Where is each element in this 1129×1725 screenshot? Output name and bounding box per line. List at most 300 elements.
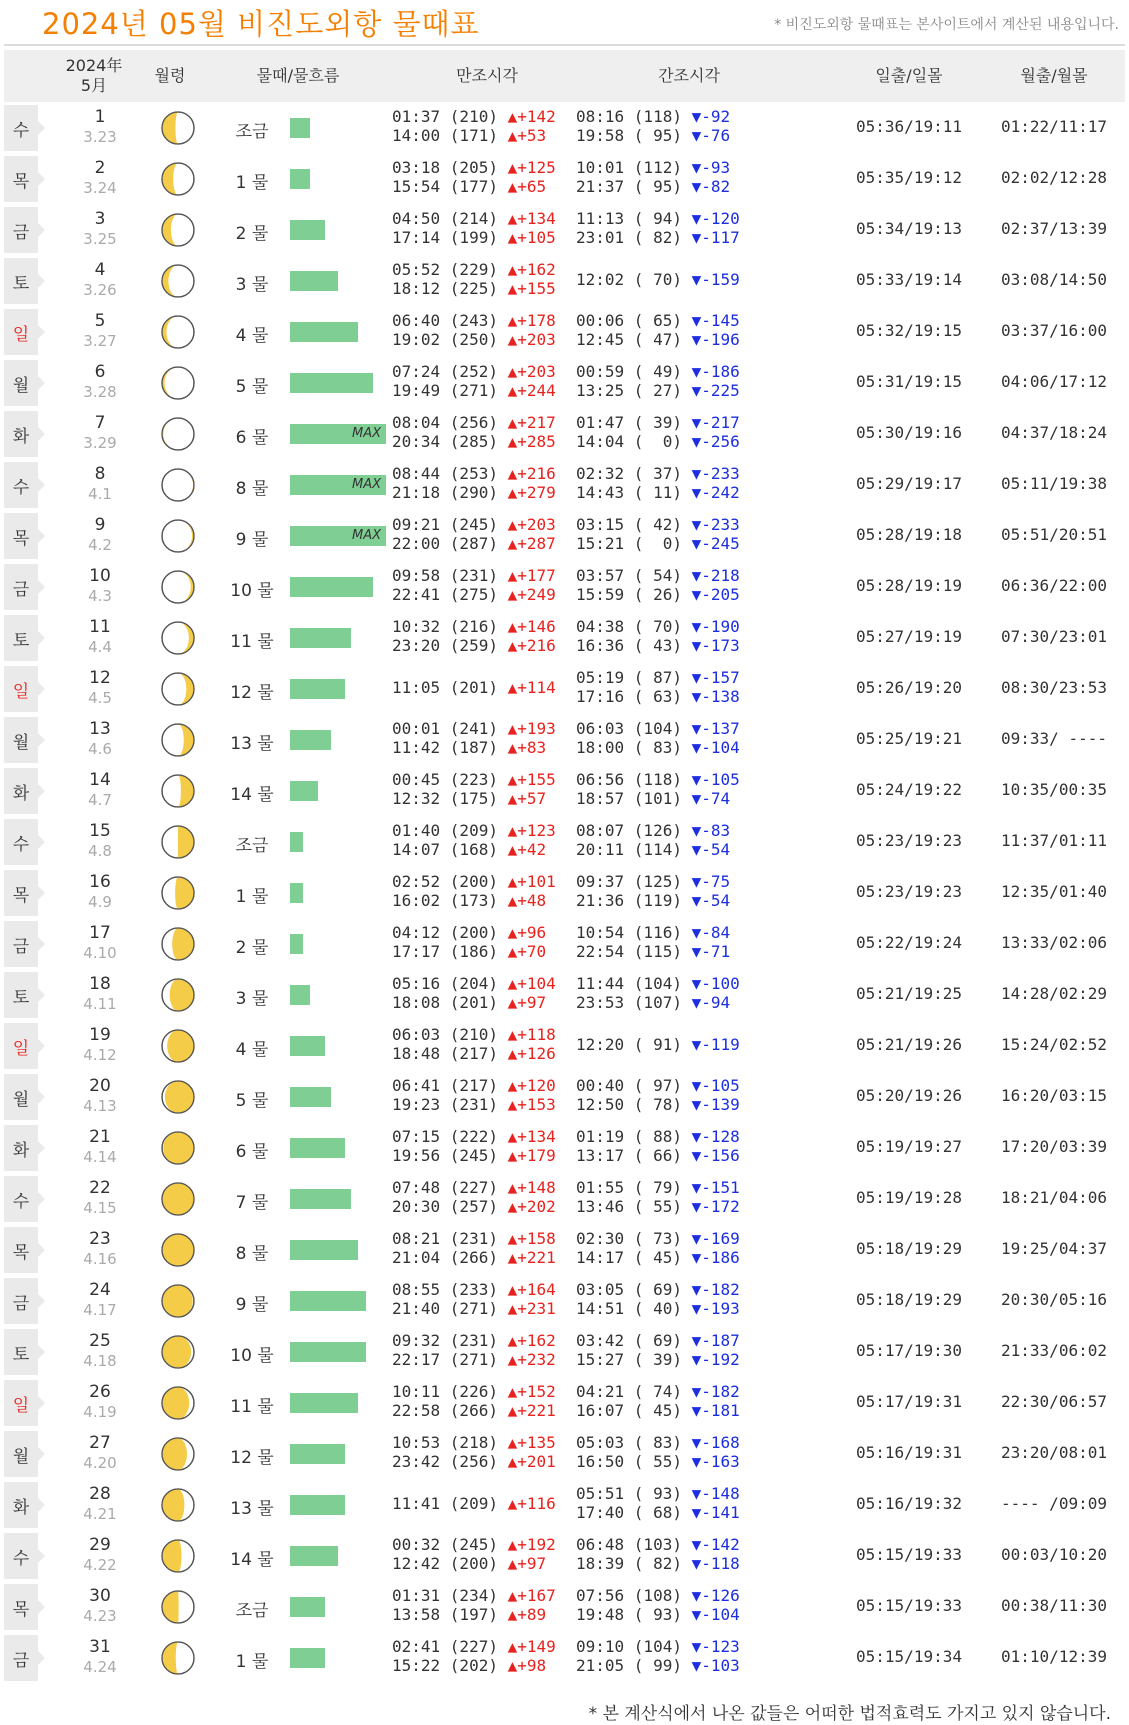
low-tide-time <box>576 158 730 178</box>
table-row <box>4 1020 1125 1071</box>
day-of-week: 금 <box>4 1635 38 1681</box>
high-tide-time <box>392 566 556 586</box>
high-tide-diff: +177 <box>517 566 556 585</box>
high-tide-value: 19:23 (231) <box>392 1095 498 1114</box>
lunar-date: 4.17 <box>83 1301 117 1319</box>
high-tide-value: 06:40 (243) <box>392 311 498 330</box>
low-tide-value: 18:39 ( 82) <box>576 1554 682 1573</box>
moonrise-moonset: 11:37/01:11 <box>1001 831 1107 850</box>
sunrise-sunset: 05:28/19:18 <box>856 525 962 544</box>
low-tide-value: 01:55 ( 79) <box>576 1178 682 1197</box>
moonrise-moonset: 19:25/04:37 <box>1001 1239 1107 1258</box>
solar-day: 20 <box>89 1076 111 1096</box>
sunrise-sunset: 05:35/19:12 <box>856 168 962 187</box>
high-tide-time <box>392 678 556 698</box>
high-tide-value: 11:41 (209) <box>392 1494 498 1513</box>
low-tide-diff: -84 <box>701 923 731 942</box>
low-tide-diff: -186 <box>701 362 740 381</box>
moonrise-moonset: 04:06/17:12 <box>1001 372 1107 391</box>
fall-arrow-icon: ▼ <box>691 158 702 177</box>
low-tide-value: 13:25 ( 27) <box>576 381 682 400</box>
low-tide-time <box>576 770 740 790</box>
tide-name: 14 물 <box>230 785 274 805</box>
table-row <box>4 408 1125 459</box>
high-tide-diff: +57 <box>517 789 547 808</box>
solar-day: 14 <box>89 770 111 790</box>
high-tide-diff: +89 <box>517 1605 547 1624</box>
low-tide-value: 00:06 ( 65) <box>576 311 682 330</box>
high-tide-diff: +101 <box>517 872 556 891</box>
moonrise-moonset: 22:30/06:57 <box>1001 1392 1107 1411</box>
header-divider <box>4 44 1125 46</box>
fall-arrow-icon: ▼ <box>691 330 702 349</box>
high-tide-time <box>392 311 556 331</box>
moonrise-moonset: 10:35/00:35 <box>1001 780 1107 799</box>
low-tide-time <box>576 1248 740 1268</box>
high-tide-value: 08:44 (253) <box>392 464 498 483</box>
high-tide-value: 12:32 (175) <box>392 789 498 808</box>
tide-name: 4 물 <box>235 326 269 346</box>
fall-arrow-icon: ▼ <box>691 483 702 502</box>
low-tide-value: 19:48 ( 93) <box>576 1605 682 1624</box>
moon-phase-icon <box>160 518 196 554</box>
high-tide-time <box>392 177 546 197</box>
fall-arrow-icon: ▼ <box>691 770 702 789</box>
day-of-week: 토 <box>4 1329 38 1375</box>
day-of-week: 일 <box>4 1380 38 1426</box>
rise-arrow-icon: ▲ <box>507 1350 518 1369</box>
day-of-week: 토 <box>4 615 38 661</box>
day-of-week: 수 <box>4 1176 38 1222</box>
rise-arrow-icon: ▲ <box>507 534 518 553</box>
moon-phase-icon <box>160 773 196 809</box>
table-row <box>4 357 1125 408</box>
rise-arrow-icon: ▲ <box>507 923 518 942</box>
low-tide-diff: -104 <box>701 738 740 757</box>
high-tide-value: 17:14 (199) <box>392 228 498 247</box>
low-tide-time <box>576 1433 740 1453</box>
high-tide-value: 03:18 (205) <box>392 158 498 177</box>
high-tide-diff: +114 <box>517 678 556 697</box>
low-tide-diff: -233 <box>701 464 740 483</box>
moon-phase-icon <box>160 263 196 299</box>
fall-arrow-icon: ▼ <box>691 1127 702 1146</box>
low-tide-diff: -172 <box>701 1197 740 1216</box>
tide-name: 13 물 <box>230 1499 274 1519</box>
high-tide-time <box>392 107 556 127</box>
tide-name: 8 물 <box>235 1244 269 1264</box>
moonrise-moonset: 09:33/ ---- <box>1001 729 1107 748</box>
low-tide-diff: -118 <box>701 1554 740 1573</box>
high-tide-time <box>392 432 556 452</box>
fall-arrow-icon: ▼ <box>691 821 702 840</box>
solar-day: 30 <box>89 1586 111 1606</box>
tide-strength-bar <box>290 577 373 597</box>
low-tide-diff: -156 <box>701 1146 740 1165</box>
high-tide-value: 10:53 (218) <box>392 1433 498 1452</box>
high-tide-time <box>392 1197 556 1217</box>
fall-arrow-icon: ▼ <box>691 1433 702 1452</box>
tide-name: 6 물 <box>235 1142 269 1162</box>
sunrise-sunset: 05:17/19:31 <box>856 1392 962 1411</box>
high-tide-value: 10:32 (216) <box>392 617 498 636</box>
low-tide-diff: -173 <box>701 636 740 655</box>
high-tide-diff: +249 <box>517 585 556 604</box>
lunar-date: 3.27 <box>83 332 117 350</box>
high-tide-diff: +120 <box>517 1076 556 1095</box>
fall-arrow-icon: ▼ <box>691 464 702 483</box>
high-tide-value: 07:24 (252) <box>392 362 498 381</box>
tide-table-body <box>4 102 1125 1683</box>
high-tide-time <box>392 719 556 739</box>
high-tide-value: 02:52 (200) <box>392 872 498 891</box>
day-of-week: 월 <box>4 1074 38 1120</box>
low-tide-value: 15:27 ( 39) <box>576 1350 682 1369</box>
rise-arrow-icon: ▲ <box>507 107 518 126</box>
sunrise-sunset: 05:21/19:25 <box>856 984 962 1003</box>
table-row <box>4 459 1125 510</box>
low-tide-diff: -205 <box>701 585 740 604</box>
sunrise-sunset: 05:21/19:26 <box>856 1035 962 1054</box>
high-tide-time <box>392 923 546 943</box>
tide-strength-bar <box>290 271 338 291</box>
low-tide-value: 22:54 (115) <box>576 942 682 961</box>
high-tide-time <box>392 770 556 790</box>
low-tide-value: 06:56 (118) <box>576 770 682 789</box>
low-tide-diff: -92 <box>701 107 731 126</box>
high-tide-diff: +158 <box>517 1229 556 1248</box>
low-tide-value: 11:44 (104) <box>576 974 682 993</box>
high-tide-time <box>392 362 556 382</box>
tide-name: 13 물 <box>230 734 274 754</box>
solar-day: 16 <box>89 872 111 892</box>
low-tide-diff: -74 <box>701 789 731 808</box>
tide-strength-bar <box>290 373 373 393</box>
high-tide-time <box>392 126 546 146</box>
high-tide-diff: +118 <box>517 1025 556 1044</box>
low-tide-diff: -83 <box>701 821 731 840</box>
high-tide-value: 04:12 (200) <box>392 923 498 942</box>
high-tide-value: 10:11 (226) <box>392 1382 498 1401</box>
low-tide-value: 01:19 ( 88) <box>576 1127 682 1146</box>
low-tide-value: 06:48 (103) <box>576 1535 682 1554</box>
sunrise-sunset: 05:28/19:19 <box>856 576 962 595</box>
fall-arrow-icon: ▼ <box>691 432 702 451</box>
day-of-week: 목 <box>4 156 38 202</box>
rise-arrow-icon: ▲ <box>507 432 518 451</box>
day-of-week: 금 <box>4 564 38 610</box>
lunar-date: 4.13 <box>83 1097 117 1115</box>
high-tide-value: 00:45 (223) <box>392 770 498 789</box>
high-tide-time <box>392 1331 556 1351</box>
high-tide-time <box>392 821 556 841</box>
sunrise-sunset: 05:25/19:21 <box>856 729 962 748</box>
high-tide-time <box>392 209 556 229</box>
moon-phase-icon <box>160 977 196 1013</box>
tide-strength-bar <box>290 934 303 954</box>
low-tide-diff: -75 <box>701 872 731 891</box>
low-tide-value: 23:01 ( 82) <box>576 228 682 247</box>
high-tide-value: 22:00 (287) <box>392 534 498 553</box>
table-row <box>4 1275 1125 1326</box>
rise-arrow-icon: ▲ <box>507 209 518 228</box>
tide-strength-bar <box>290 1189 351 1209</box>
low-tide-value: 12:20 ( 91) <box>576 1035 682 1054</box>
low-tide-time <box>576 1229 740 1249</box>
low-tide-value: 14:43 ( 11) <box>576 483 682 502</box>
moonrise-moonset: 13:33/02:06 <box>1001 933 1107 952</box>
moon-phase-icon <box>160 1232 196 1268</box>
high-tide-time <box>392 534 556 554</box>
day-of-week: 수 <box>4 1533 38 1579</box>
high-tide-diff: +221 <box>517 1248 556 1267</box>
high-tide-time <box>392 872 556 892</box>
rise-arrow-icon: ▲ <box>507 1229 518 1248</box>
sunrise-sunset: 05:27/19:19 <box>856 627 962 646</box>
low-tide-diff: -139 <box>701 1095 740 1114</box>
lunar-date: 4.15 <box>83 1199 117 1217</box>
fall-arrow-icon: ▼ <box>691 126 702 145</box>
high-tide-diff: +48 <box>517 891 547 910</box>
high-tide-time <box>392 279 556 299</box>
rise-arrow-icon: ▲ <box>507 1299 518 1318</box>
lunar-date: 4.2 <box>88 536 112 554</box>
low-tide-time <box>576 1586 740 1606</box>
high-tide-diff: +162 <box>517 260 556 279</box>
low-tide-value: 14:17 ( 45) <box>576 1248 682 1267</box>
day-of-week: 목 <box>4 1227 38 1273</box>
high-tide-value: 07:48 (227) <box>392 1178 498 1197</box>
low-tide-diff: -148 <box>701 1484 740 1503</box>
low-tide-diff: -182 <box>701 1280 740 1299</box>
low-tide-value: 02:32 ( 37) <box>576 464 682 483</box>
low-tide-diff: -145 <box>701 311 740 330</box>
sunrise-sunset: 05:15/19:34 <box>856 1647 962 1666</box>
low-tide-diff: -196 <box>701 330 740 349</box>
low-tide-value: 03:05 ( 69) <box>576 1280 682 1299</box>
high-tide-time <box>392 993 546 1013</box>
high-tide-value: 19:49 (271) <box>392 381 498 400</box>
fall-arrow-icon: ▼ <box>691 1382 702 1401</box>
high-tide-value: 21:40 (271) <box>392 1299 498 1318</box>
low-tide-time <box>576 1535 740 1555</box>
day-of-week: 일 <box>4 1023 38 1069</box>
high-tide-diff: +126 <box>517 1044 556 1063</box>
rise-arrow-icon: ▲ <box>507 1401 518 1420</box>
tide-name: 조금 <box>235 1601 269 1621</box>
low-tide-time <box>576 923 730 943</box>
low-tide-time <box>576 1197 740 1217</box>
fall-arrow-icon: ▼ <box>691 993 702 1012</box>
low-tide-value: 12:45 ( 47) <box>576 330 682 349</box>
rise-arrow-icon: ▲ <box>507 279 518 298</box>
rise-arrow-icon: ▲ <box>507 1095 518 1114</box>
rise-arrow-icon: ▲ <box>507 177 518 196</box>
rise-arrow-icon: ▲ <box>507 228 518 247</box>
low-tide-time <box>576 1401 740 1421</box>
tide-name: 6 물 <box>235 428 269 448</box>
sunrise-sunset: 05:26/19:20 <box>856 678 962 697</box>
high-tide-diff: +178 <box>517 311 556 330</box>
high-tide-value: 20:34 (285) <box>392 432 498 451</box>
lunar-date: 4.20 <box>83 1454 117 1472</box>
tide-strength-bar <box>290 1393 358 1413</box>
high-tide-time <box>392 789 546 809</box>
low-tide-diff: -93 <box>701 158 731 177</box>
moon-phase-icon <box>160 1589 196 1625</box>
tide-strength-bar <box>290 1240 358 1260</box>
low-tide-value: 03:15 ( 42) <box>576 515 682 534</box>
high-tide-value: 23:20 (259) <box>392 636 498 655</box>
low-tide-time <box>576 687 740 707</box>
low-tide-diff: -76 <box>701 126 731 145</box>
solar-day: 26 <box>89 1382 111 1402</box>
low-tide-diff: -157 <box>701 668 740 687</box>
high-tide-header: 만조시각 <box>456 66 518 85</box>
table-row <box>4 1173 1125 1224</box>
sunrise-sunset: 05:16/19:31 <box>856 1443 962 1462</box>
moonrise-moonset: 03:08/14:50 <box>1001 270 1107 289</box>
low-tide-time <box>576 534 740 554</box>
moonrise-moonset: 07:30/23:01 <box>1001 627 1107 646</box>
table-row <box>4 561 1125 612</box>
high-tide-time <box>392 464 556 484</box>
low-tide-time <box>576 1484 740 1504</box>
low-tide-time <box>576 1350 740 1370</box>
solar-day: 28 <box>89 1484 111 1504</box>
low-tide-value: 23:53 (107) <box>576 993 682 1012</box>
high-tide-value: 05:52 (229) <box>392 260 498 279</box>
fall-arrow-icon: ▼ <box>691 1656 702 1675</box>
table-row <box>4 867 1125 918</box>
tide-strength-bar <box>290 526 386 546</box>
sunrise-sunset: 05:15/19:33 <box>856 1596 962 1615</box>
moonrise-moonset: 20:30/05:16 <box>1001 1290 1107 1309</box>
low-tide-value: 21:05 ( 99) <box>576 1656 682 1675</box>
fall-arrow-icon: ▼ <box>691 209 702 228</box>
table-row <box>4 1326 1125 1377</box>
date-header <box>44 50 144 102</box>
day-of-week: 수 <box>4 819 38 865</box>
moon-phase-icon <box>160 212 196 248</box>
moon-phase-icon <box>160 569 196 605</box>
high-tide-value: 01:37 (210) <box>392 107 498 126</box>
tide-name: 9 물 <box>235 530 269 550</box>
high-tide-diff: +202 <box>517 1197 556 1216</box>
year-label: 2024年 <box>65 56 123 75</box>
low-tide-diff: -168 <box>701 1433 740 1452</box>
high-tide-time <box>392 1656 546 1676</box>
page-title: 2024년 05월 비진도외항 물때표 <box>42 7 480 41</box>
tide-name: 14 물 <box>230 1550 274 1570</box>
high-tide-value: 15:54 (177) <box>392 177 498 196</box>
high-tide-time <box>392 1382 556 1402</box>
high-tide-diff: +123 <box>517 821 556 840</box>
high-tide-value: 14:00 (171) <box>392 126 498 145</box>
fall-arrow-icon: ▼ <box>691 107 702 126</box>
low-tide-diff: -245 <box>701 534 740 553</box>
tide-name: 5 물 <box>235 377 269 397</box>
sunrise-sunset: 05:31/19:15 <box>856 372 962 391</box>
high-tide-value: 22:58 (266) <box>392 1401 498 1420</box>
low-tide-diff: -120 <box>701 209 740 228</box>
low-tide-time <box>576 1605 740 1625</box>
low-tide-time <box>576 432 740 452</box>
solar-day: 9 <box>94 515 106 535</box>
sunrise-sunset: 05:36/19:11 <box>856 117 962 136</box>
low-tide-value: 11:13 ( 94) <box>576 209 682 228</box>
rise-arrow-icon: ▲ <box>507 974 518 993</box>
solar-day: 8 <box>94 464 106 484</box>
fall-arrow-icon: ▼ <box>691 1248 702 1267</box>
sunrise-sunset-header: 일출/일몰 <box>875 66 943 85</box>
lunar-date: 3.23 <box>83 128 117 146</box>
low-tide-diff: -242 <box>701 483 740 502</box>
day-of-week: 토 <box>4 258 38 304</box>
tide-name: 5 물 <box>235 1091 269 1111</box>
rise-arrow-icon: ▲ <box>507 311 518 330</box>
low-tide-diff: -225 <box>701 381 740 400</box>
day-of-week: 금 <box>4 207 38 253</box>
sunrise-sunset: 05:18/19:29 <box>856 1239 962 1258</box>
moon-phase-icon <box>160 671 196 707</box>
solar-day: 10 <box>89 566 111 586</box>
high-tide-time <box>392 585 556 605</box>
tide-name: 3 물 <box>235 275 269 295</box>
high-tide-value: 16:02 (173) <box>392 891 498 910</box>
moonrise-moonset: 08:30/23:53 <box>1001 678 1107 697</box>
moonrise-moonset: 02:37/13:39 <box>1001 219 1107 238</box>
low-tide-header: 간조시각 <box>658 66 720 85</box>
tide-strength-bar <box>290 832 303 852</box>
moon-phase-icon <box>160 416 196 452</box>
moon-phase-header: 월령 <box>154 66 186 85</box>
high-tide-value: 18:08 (201) <box>392 993 498 1012</box>
day-of-week: 목 <box>4 1584 38 1630</box>
tide-name: 9 물 <box>235 1295 269 1315</box>
sunrise-sunset: 05:20/19:26 <box>856 1086 962 1105</box>
table-row <box>4 204 1125 255</box>
low-tide-diff: -190 <box>701 617 740 636</box>
high-tide-diff: +42 <box>517 840 547 859</box>
low-tide-time <box>576 821 730 841</box>
moon-phase-icon <box>160 365 196 401</box>
lunar-date: 4.6 <box>88 740 112 758</box>
table-row <box>4 153 1125 204</box>
rise-arrow-icon: ▲ <box>507 1248 518 1267</box>
low-tide-value: 00:59 ( 49) <box>576 362 682 381</box>
low-tide-time <box>576 209 740 229</box>
rise-arrow-icon: ▲ <box>507 840 518 859</box>
fall-arrow-icon: ▼ <box>691 1299 702 1318</box>
rise-arrow-icon: ▲ <box>507 1494 518 1513</box>
rise-arrow-icon: ▲ <box>507 1554 518 1573</box>
low-tide-value: 02:30 ( 73) <box>576 1229 682 1248</box>
low-tide-value: 13:17 ( 66) <box>576 1146 682 1165</box>
high-tide-value: 09:58 (231) <box>392 566 498 585</box>
disclaimer-note: * 본 계산식에서 나온 값들은 어떠한 법적효력도 가지고 있지 않습니다. <box>588 1704 1111 1724</box>
low-tide-value: 12:02 ( 70) <box>576 270 682 289</box>
high-tide-diff: +142 <box>517 107 556 126</box>
high-tide-diff: +70 <box>517 942 547 961</box>
table-row <box>4 306 1125 357</box>
fall-arrow-icon: ▼ <box>691 1076 702 1095</box>
solar-day: 19 <box>89 1025 111 1045</box>
low-tide-diff: -123 <box>701 1637 740 1656</box>
high-tide-time <box>392 891 546 911</box>
fall-arrow-icon: ▼ <box>691 1197 702 1216</box>
rise-arrow-icon: ▲ <box>507 362 518 381</box>
